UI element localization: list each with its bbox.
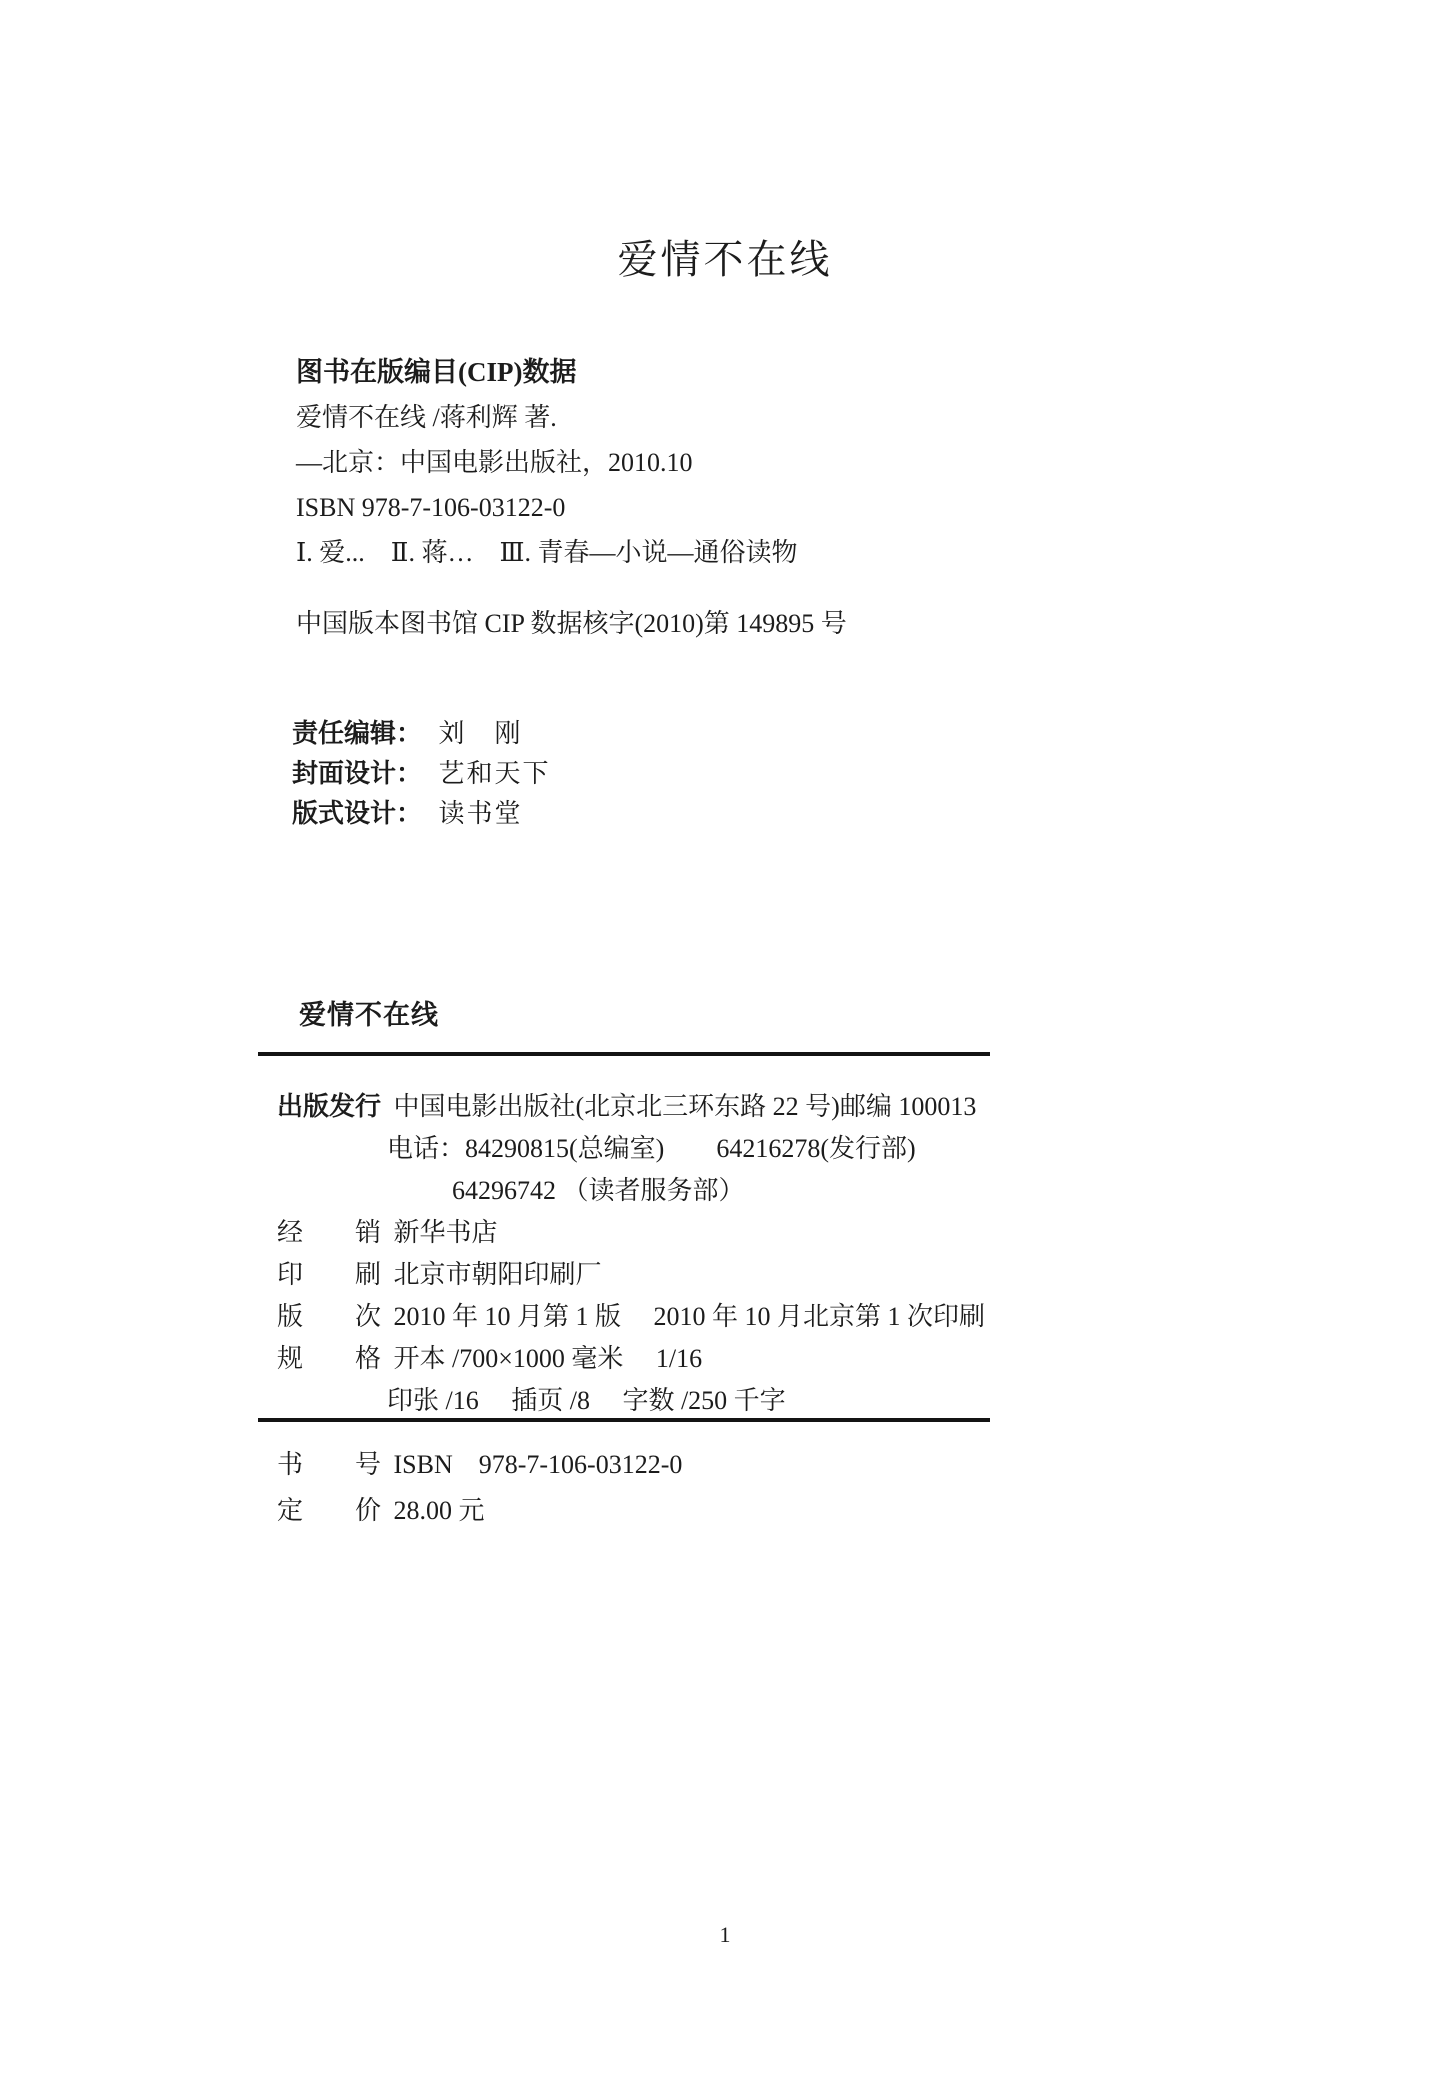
table-row-distributor (277, 1212, 498, 1249)
row-value-telephone: 电话：84290815(总编室) 64216278(发行部) (387, 1134, 916, 1163)
row-label-printer: 印 刷 (277, 1260, 382, 1289)
table-row-telephone (387, 1128, 916, 1165)
credit-row-cover-design (292, 754, 551, 794)
row-value-isbn: ISBN 978-7-106-03122-0 (393, 1450, 683, 1479)
cip-heading: 图书在版编目(CIP)数据 (296, 357, 577, 387)
row-label-format: 规 格 (277, 1344, 382, 1373)
table-row-publisher (277, 1086, 976, 1123)
row-value-price: 28.00 元 (393, 1496, 485, 1525)
row-label-isbn: 书 号 (277, 1450, 382, 1479)
table-row-printer (277, 1254, 602, 1291)
row-label-distributor: 经 销 (277, 1218, 382, 1247)
credit-label-layout-design: 版式设计： (292, 799, 423, 828)
cip-publisher-statement: —北京：中国电影出版社，2010.10 (296, 448, 693, 477)
row-value-format: 开本 /700×1000 毫米 1/16 (393, 1344, 703, 1373)
credit-row-editor (292, 714, 551, 754)
credit-label-cover-design: 封面设计： (292, 759, 423, 788)
cip-title-statement: 爱情不在线 /蒋利辉 著. (296, 403, 557, 432)
table-row-sheets (387, 1380, 786, 1417)
credit-label-editor: 责任编辑： (292, 719, 423, 748)
table-row-reader-service (452, 1170, 745, 1207)
row-value-publisher: 中国电影出版社(北京北三环东路 22 号)邮编 100013 (393, 1092, 977, 1121)
row-value-reader-service: 64296742 （读者服务部） (452, 1176, 745, 1205)
row-label-edition: 版 次 (277, 1302, 382, 1331)
credits-block (292, 714, 551, 834)
table-row-edition (277, 1296, 985, 1333)
row-label-price: 定 价 (277, 1496, 382, 1525)
page-number: 1 (719, 1922, 731, 1947)
table-row-isbn (277, 1444, 682, 1481)
book-title: 爱情不在线 (617, 237, 833, 282)
row-value-printer: 北京市朝阳印刷厂 (393, 1260, 602, 1289)
credit-value-editor: 刘 刚 (438, 719, 523, 748)
row-value-distributor: 新华书店 (393, 1218, 498, 1247)
row-label-publisher: 出版发行 (277, 1092, 382, 1121)
colophon-section-title: 爱情不在线 (299, 1000, 439, 1030)
cip-classification: Ⅰ. 爱... Ⅱ. 蒋… Ⅲ. 青春—小说—通俗读物 (296, 538, 798, 567)
divider-top (258, 1052, 990, 1056)
table-row-price (277, 1490, 485, 1527)
cip-isbn: ISBN 978-7-106-03122-0 (296, 493, 566, 522)
table-row-format (277, 1338, 702, 1375)
credit-row-layout-design (292, 794, 551, 834)
divider-bottom (258, 1418, 990, 1422)
cip-data-block (296, 350, 847, 646)
credit-value-cover-design: 艺和天下 (438, 759, 551, 788)
row-value-edition: 2010 年 10 月第 1 版 2010 年 10 月北京第 1 次印刷 (393, 1302, 986, 1331)
row-value-sheets: 印张 /16 插页 /8 字数 /250 千字 (387, 1386, 786, 1415)
cip-record-number: 中国版本图书馆 CIP 数据核字(2010)第 149895 号 (296, 609, 847, 638)
credit-value-layout-design: 读书堂 (438, 799, 523, 828)
